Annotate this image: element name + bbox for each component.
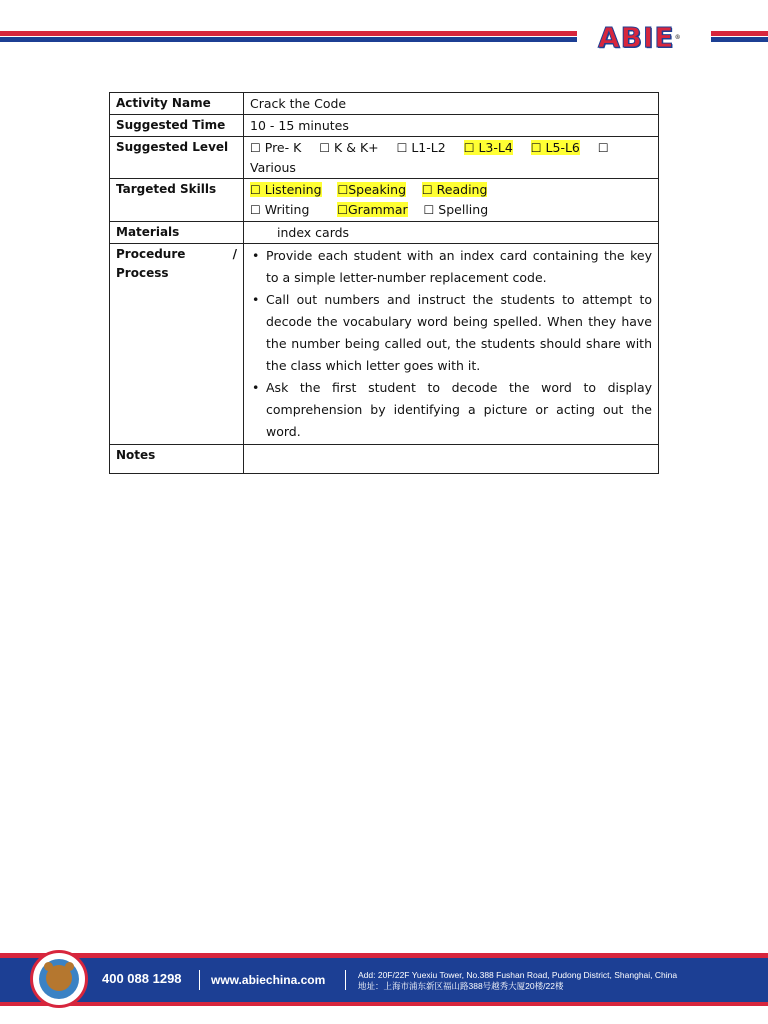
activity-name-value: Crack the Code — [244, 93, 659, 115]
row-procedure — [110, 244, 659, 445]
checkbox-icon[interactable]: ☐ — [597, 141, 609, 155]
procedure-step: • Provide each student with an index card containing the key to a simple letter-number replacement code. — [264, 245, 652, 289]
notes-label: Notes — [110, 445, 244, 474]
checkbox-icon: ☐ — [421, 183, 433, 197]
level-option-l3-l4[interactable]: ☐ L3-L4 — [463, 140, 513, 155]
activity-name-label: Activity Name — [110, 93, 244, 115]
targeted-skills-label: Targeted Skills — [110, 179, 244, 222]
checkbox-icon: ☐ — [530, 141, 542, 155]
footer-address-en: Add: 20F/22F Yuexiu Tower, No.388 Fushan Road, Pudong District, Shanghai, China — [358, 970, 678, 980]
footer-bottom-margin — [0, 1006, 768, 1024]
level-option-l1-l2[interactable]: ☐ L1-L2 — [396, 140, 446, 155]
row-activity-name — [110, 93, 659, 115]
skill-option-writing[interactable]: ☐ Writing — [250, 202, 310, 217]
level-option-prek[interactable]: ☐ Pre- K — [250, 140, 302, 155]
level-option-l5-l6[interactable]: ☐ L5-L6 — [530, 140, 580, 155]
procedure-step: • Ask the first student to decode the word to display comprehension by identifying a picture or acting out the word. — [264, 377, 652, 443]
materials-value: index cards — [277, 225, 350, 240]
procedure-steps — [244, 244, 659, 445]
footer-address — [358, 970, 677, 992]
checkbox-icon: ☐ — [250, 203, 261, 217]
row-materials — [110, 222, 659, 244]
suggested-time-label: Suggested Time — [110, 115, 244, 137]
notes-value[interactable] — [244, 445, 659, 474]
suggested-level-options — [244, 137, 659, 179]
row-notes — [110, 445, 659, 474]
checkbox-icon: ☐ — [337, 183, 349, 197]
procedure-step: • Call out numbers and instruct the students to attempt to decode the vocabulary word being spelled. When they have the number being called out, the students should share with the class which letter goes with it. — [264, 289, 652, 377]
footer-address-cn: 地址：上海市浦东新区福山路388号越秀大厦20楼/22楼 — [358, 981, 564, 991]
suggested-time-value: 10 - 15 minutes — [244, 115, 659, 137]
activity-table — [109, 92, 659, 474]
level-option-k[interactable]: ☐ K & K+ — [319, 140, 379, 155]
skill-option-reading[interactable]: ☐ Reading — [421, 182, 488, 197]
checkbox-icon: ☐ — [250, 141, 261, 155]
row-suggested-level — [110, 137, 659, 179]
targeted-skills-options — [244, 179, 659, 222]
skill-option-grammar[interactable]: ☐Grammar — [337, 202, 408, 217]
materials-value-cell — [244, 222, 659, 244]
checkbox-icon: ☐ — [396, 141, 408, 155]
footer-phone: 400 088 1298 — [102, 971, 182, 986]
skill-option-listening[interactable]: ☐ Listening — [250, 182, 322, 197]
level-option-various: Various — [250, 160, 296, 175]
checkbox-icon: ☐ — [250, 183, 261, 197]
header-red-stripe-right — [711, 31, 768, 36]
checkbox-icon: ☐ — [319, 141, 331, 155]
header-blue-stripe-left — [0, 37, 577, 42]
materials-label: Materials — [110, 222, 244, 244]
checkbox-icon: ☐ — [463, 141, 475, 155]
row-suggested-time — [110, 115, 659, 137]
procedure-label: Procedure / Process — [110, 244, 244, 445]
footer-divider — [345, 970, 346, 990]
skill-option-speaking[interactable]: ☐Speaking — [337, 182, 407, 197]
checkbox-icon: ☐ — [423, 203, 435, 217]
abie-logo: ABIE® — [598, 21, 682, 54]
checkbox-icon: ☐ — [337, 203, 348, 217]
suggested-level-label: Suggested Level — [110, 137, 244, 179]
footer-website-link[interactable]: www.abiechina.com — [211, 973, 326, 987]
header-red-stripe-left — [0, 31, 577, 36]
row-targeted-skills — [110, 179, 659, 222]
header-blue-stripe-right — [711, 37, 768, 42]
footer-divider — [199, 970, 200, 990]
skill-option-spelling[interactable]: ☐ Spelling — [423, 202, 489, 217]
bear-mascot-icon — [30, 950, 88, 1008]
